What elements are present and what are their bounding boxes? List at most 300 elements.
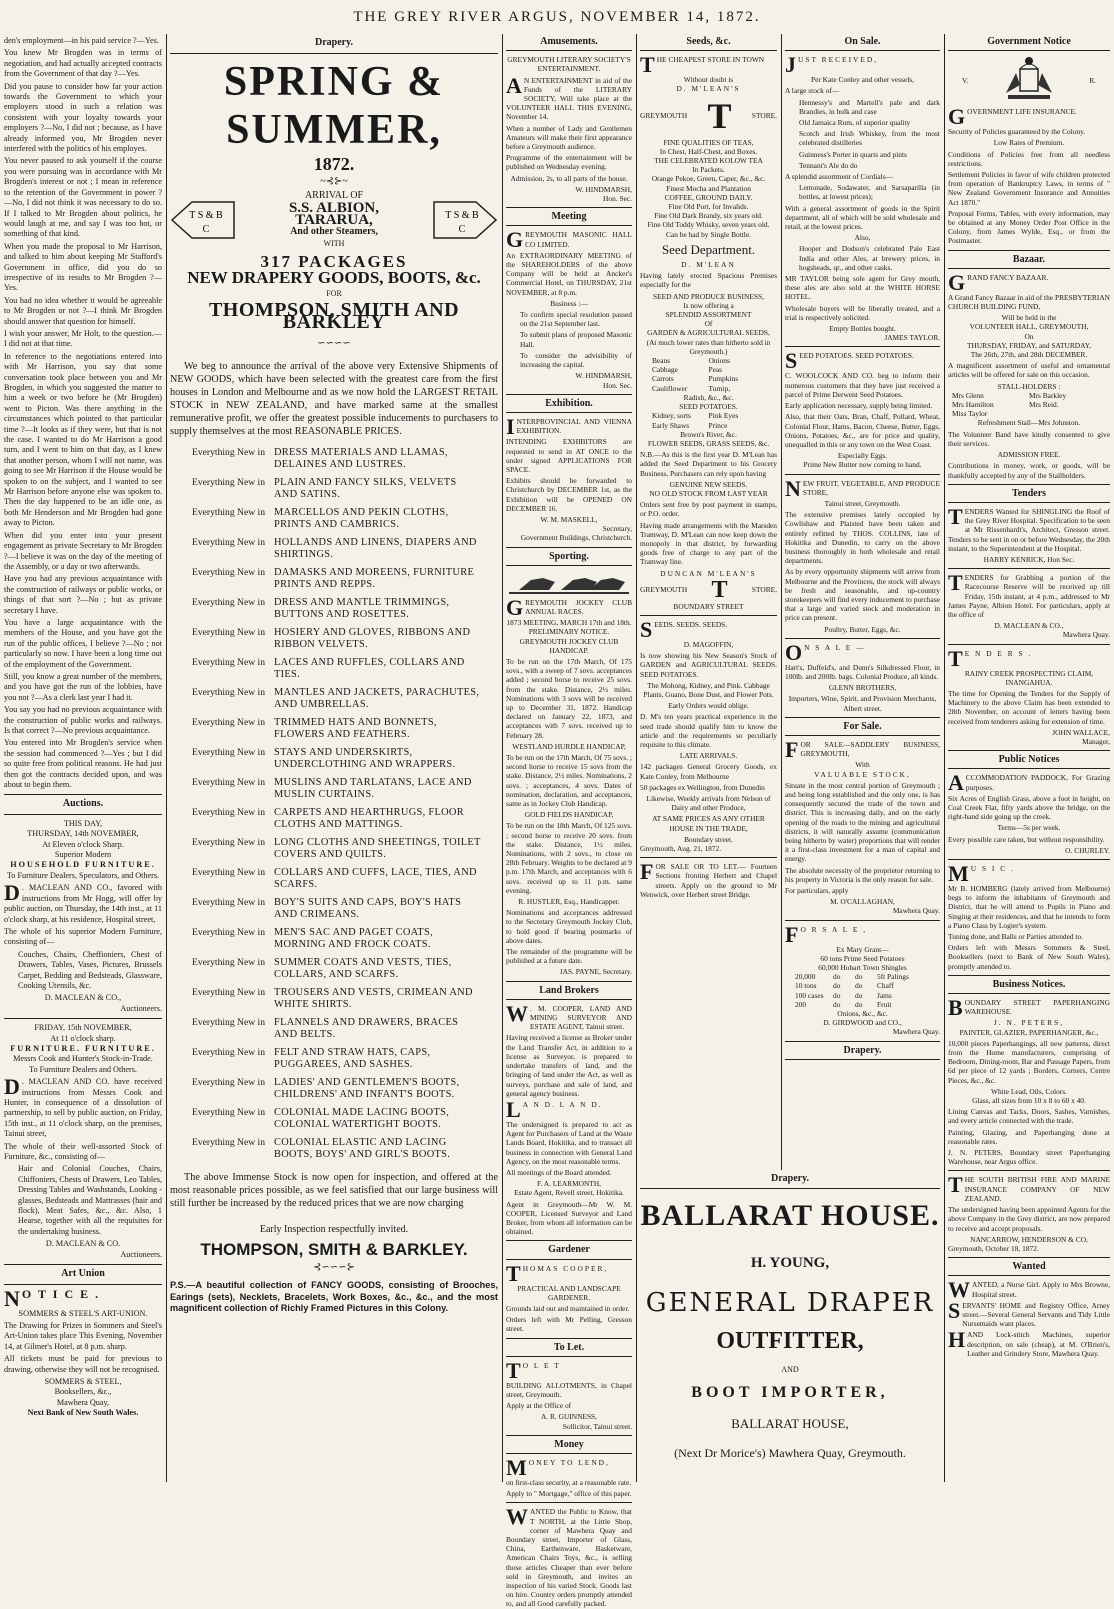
signature: JAS. PAYNE, Secretary. xyxy=(559,967,632,977)
stallholder-name: Mrs Hamilton xyxy=(952,400,994,410)
goods-list-item xyxy=(192,657,482,681)
notice-body: Security of Policies guaranteed by the Colony. xyxy=(948,127,1086,137)
everything-new-label: Everything New in xyxy=(192,1137,266,1148)
potato-item: Early Shaws xyxy=(652,420,690,430)
column-rule xyxy=(166,34,167,1482)
stock-table xyxy=(785,972,940,1009)
everything-new-label: Everything New in xyxy=(192,567,266,578)
ship-name: TARARUA, xyxy=(295,212,373,228)
auction-body: . MACLEAN AND CO. have received instructions from Messrs Cook and Hunter, in consequence of a dissolution of partnership, to sell by public auction, on Friday, 15th inst., at 11 o'clock sharp, on the premises, Tainui street, xyxy=(4,1077,162,1139)
signature: Mawhera Quay. xyxy=(892,1027,940,1037)
auction-date: FRIDAY, 15th NOVEMBER, xyxy=(34,1023,132,1033)
drop-cap: G xyxy=(948,104,966,130)
vegetable-list xyxy=(640,356,777,393)
notice-body: Hart's, Duffeld's, and Dunn's Silkdressed Flour, in 100lb. and 200lb. bags. Colonial Produce, all kinds. xyxy=(785,662,940,681)
column-rule xyxy=(502,34,503,1482)
broker-body: The undersigned is prepared to act as Agent for Purchasers of Land at the Waste Lands Board, Hokitika, and to transact all business in connection with General Land Agency, on the most reasonable terms. xyxy=(506,1119,632,1166)
testimony-paragraph: You never paused to ask yourself if the course you were pursuing was in accordance with Mr Brogden's interest or not ; I mean in reference to the retention of the Government in power ?—No, I did not think it was necessary to do so. If I talked to Mr Brogden about politics, he would laugh at me, and say I was too hot, or something of that kind. xyxy=(4,156,162,239)
meeting-body: To submit plans of proposed Masonic Hall. xyxy=(520,330,632,349)
seed-line: Of xyxy=(704,319,713,329)
auction-body: The whole of his superior Modern Furniture, consisting of— xyxy=(4,926,162,947)
notice-line: Tainui street, Greymouth. xyxy=(824,498,901,508)
drop-cap: T xyxy=(948,570,963,596)
tender-body: The time for Opening the Tenders for the Supply of Machinery to the above Claim has been extended to 28th November, on account of letters having been received from tenderers asking for extension of time. xyxy=(948,688,1110,726)
stock-cell: Chaff xyxy=(877,981,894,991)
notice-line: 60 tons Prime Seed Potatoes xyxy=(820,953,905,963)
everything-new-label: Everything New in xyxy=(192,1017,266,1028)
store-town: GREYMOUTH xyxy=(640,585,688,595)
everything-new-label: Everything New in xyxy=(192,897,266,908)
notice-line: Greymouth, October 18, 1872. xyxy=(948,1243,1039,1253)
government-notice-heading: Government Notice xyxy=(987,36,1071,47)
everything-new-label: Everything New in xyxy=(192,807,266,818)
ornament: ~⊰⊱~ xyxy=(320,176,348,187)
drop-cap: T xyxy=(948,503,963,529)
signature: D. MACLEAN & CO., xyxy=(994,621,1064,631)
for-sale-heading: For Sale. xyxy=(843,720,882,732)
notice-line: Also, xyxy=(854,233,871,243)
drop-cap: S xyxy=(785,348,798,374)
notice-body: Orders left with Messrs Sommers & Steel, Booksellers (next to Bank of New South Wales), promptly attended to. xyxy=(948,943,1110,971)
everything-new-label: Everything New in xyxy=(192,597,266,608)
auction-body: The whole of their well-assorted Stock of Furniture, &c., consisting of— xyxy=(4,1141,162,1162)
everything-new-label: Everything New in xyxy=(192,447,266,458)
notice-title: UST RECEIVED, xyxy=(798,55,879,65)
store-line: THE CELEBRATED KOLOW TEA xyxy=(654,156,763,166)
signature: A. R. GUINNESS, xyxy=(540,1412,598,1422)
drop-cap: N xyxy=(4,1285,20,1311)
notice-body: With a general assortment of goods in the Spirit department, all of which will be sold wholesale and retail, at the lowest prices. xyxy=(785,203,940,232)
royal-cipher-v: V. xyxy=(962,75,969,85)
goods-item-text: TRIMMED HATS AND BONNETS, FLOWERS AND FEATHERS. xyxy=(274,717,437,740)
notice-line: On xyxy=(1024,331,1034,341)
notice-line: Prime New Butter now coming to hand. xyxy=(803,460,922,470)
stallholder-list xyxy=(948,391,1110,419)
stamp-letter: C xyxy=(458,224,466,235)
signature: Mawhera Quay. xyxy=(892,906,940,916)
goods-list-item xyxy=(192,1077,482,1101)
signature: M. O'CALLAGHAN, xyxy=(830,897,895,907)
goods-list-item xyxy=(192,807,482,831)
drop-cap: D xyxy=(4,880,20,906)
stock-cell: 10 tons xyxy=(795,981,817,991)
column-rule xyxy=(636,34,637,1482)
notice-title: RAND FANCY BAZAAR. xyxy=(967,272,1049,282)
event-body: N ENTERTAINMENT in aid of the Funds of the LITERARY SOCIETY, Will take place at the VOLUNTEER HALL THIS EVENING, November 14. xyxy=(506,75,632,122)
broker-body: All meetings of the Board attended. xyxy=(506,1167,612,1177)
sport-title: REYMOUTH JOCKEY CLUB ANNUAL RACES. xyxy=(525,597,632,616)
race-body: The remainder of the programme will be published at a future date. xyxy=(506,947,632,966)
signature: F. A. LEARMONTH, xyxy=(536,1179,602,1189)
notice-line: Especially Eggs. xyxy=(837,451,888,461)
wanted-heading: Wanted xyxy=(1012,1261,1046,1273)
goods-list-item xyxy=(192,537,482,561)
notice-line: VALUABLE STOCK, xyxy=(814,769,911,779)
ballarat-house-ad xyxy=(640,1170,940,1482)
notice-body: Six Acres of English Grass, above a foot in height, on Coal Creek Flat, fifty yards above the bridge, on the right-hand side going up the creek. xyxy=(948,793,1110,822)
stock-cell: do xyxy=(833,999,841,1009)
drapery-heading: Drapery. xyxy=(843,1044,882,1056)
testimony-paragraph: You have a large acquaintance with the members of the House, and you have got the run of the public offices, I believe ?—No ; not particularly so now. I have been a long time out of the employment of the Government. xyxy=(4,617,162,669)
store-address: BOUNDARY STREET xyxy=(673,601,744,611)
testimony-paragraph: Still, you know a great number of the members, and you have got the run of the lobbies, have you not ?—As a clerk last year I had it. xyxy=(4,671,162,702)
gardener-body: Grounds laid out and maintained in order. xyxy=(506,1303,630,1313)
vegetable-item: Onions xyxy=(708,356,730,366)
store-line: Can be had by Single Bottle. xyxy=(666,229,751,239)
stallholder-name: Mrs Glenn xyxy=(952,390,984,400)
store-line: In Packets. xyxy=(692,165,725,175)
notice-body: Old Jamaica Rum, of superior quality xyxy=(799,118,911,128)
everything-new-label: Everything New in xyxy=(192,777,266,788)
signature: Hon. Sec. xyxy=(603,194,632,204)
stock-cell: do xyxy=(855,990,863,1000)
seeds-body: D. M's ten years practical experience in the seed trade should qualify him to know the article and the requirements so peculiarly requisite to this climate. xyxy=(640,712,777,749)
on-sale-heading: On Sale. xyxy=(844,36,881,47)
drop-cap: G xyxy=(506,594,524,620)
stamp-letter: C xyxy=(202,224,210,235)
to-let-body: BUILDING ALLOTMENTS, in Chapel street, Greymouth. xyxy=(506,1380,632,1399)
stock-cell: Jams xyxy=(877,990,892,1000)
everything-new-label: Everything New in xyxy=(192,717,266,728)
goods-item-text: COLLARS AND CUFFS, LACE, TIES, AND SCARFS. xyxy=(274,867,477,890)
ornament: ⊰∽∽∽⊱ xyxy=(313,1262,355,1273)
column-3 xyxy=(506,34,632,1609)
drop-cap: T xyxy=(948,645,963,671)
everything-new-label: Everything New in xyxy=(192,507,266,518)
gardener-heading: Gardener xyxy=(548,1244,590,1256)
notice-line: Per Kate Conley and other vessels, xyxy=(810,75,915,85)
potato-item: Kidney, sorts xyxy=(652,411,691,421)
notice-body: Wholesale buyers will be liberally treated, and a trial is respectively solicited. xyxy=(785,303,940,322)
everything-new-label: Everything New in xyxy=(192,477,266,488)
signature: O. CHURLEY. xyxy=(1065,845,1110,855)
signature: Hon. Sec. xyxy=(603,380,632,390)
notice-line: PAINTER, GLAZIER, PAPERHANGER, &c., xyxy=(959,1027,1099,1037)
drop-cap: G xyxy=(506,227,524,253)
drop-cap: L xyxy=(506,1096,521,1122)
goods-item-text: FELT AND STRAW HATS, CAPS, PUGGAREES, AND SASHES. xyxy=(274,1047,431,1070)
seed-line: Is now offering a xyxy=(683,300,734,310)
vegetable-item: Cabbage xyxy=(652,365,678,375)
notice-title: CCOMMODATION PADDOCK, For Grazing purposes. xyxy=(965,773,1110,792)
to-let-title: O L E T xyxy=(522,1360,561,1370)
wanted-body: ERVANTS' HOME and Registry Office, Arney street.—Several General Servants and Tidy Little Nursemaids want places. xyxy=(962,1300,1110,1329)
drop-cap: T xyxy=(948,1172,963,1198)
seeds-heading: Seeds, &c. xyxy=(686,36,731,47)
testimony-text xyxy=(4,36,162,790)
address-line: (Next Dr Morice's) Mawhera Quay, Greymouth. xyxy=(674,1446,906,1460)
notice-body: Hooper and Dodson's celebrated Pale East India and other Ales, at brewery prices, in hogsheads, qr., and other casks. xyxy=(799,244,940,272)
signature: SOMMERS & STEEL, xyxy=(44,1376,122,1386)
ballarat-house-line: BALLARAT HOUSE, xyxy=(731,1416,849,1431)
stock-cell: do xyxy=(855,981,863,991)
business-notices-heading: Business Notices. xyxy=(992,978,1066,990)
signature: JOHN WALLACE, xyxy=(1052,727,1110,737)
signature: NANCARROW, HENDERSON & CO, xyxy=(970,1234,1088,1244)
signature: Booksellers, &c., xyxy=(54,1387,112,1397)
event-body: Admission, 2s, to all parts of the house. xyxy=(510,173,628,183)
racehorse-icon xyxy=(509,570,629,596)
goods-list-item xyxy=(192,1107,482,1131)
general-draper: GENERAL DRAPER xyxy=(645,1288,935,1318)
goods-list-item xyxy=(192,957,482,981)
everything-new-label: Everything New in xyxy=(192,627,266,638)
seed-line: Brown's River, &c. xyxy=(680,429,737,439)
stallholder-name: Mrs Reid. xyxy=(1029,400,1059,410)
event-body: When a number of Lady and Gentlemen Amateurs will make their first appearance before a Greymouth audience. xyxy=(506,123,632,152)
vegetable-item: Peas xyxy=(708,365,723,375)
drop-cap: O xyxy=(785,639,803,665)
signature: Manager, xyxy=(1082,736,1110,746)
gardener-body: Orders left with Mr Pelling, Gresson street. xyxy=(506,1315,632,1334)
testimony-paragraph: In reference to the negotiations entered into with Mr Harrison, you say that some conversation took place between you and Mr Brogden, in which you suggested the matter to him a week or two before he (Mr Brogden) went to Picton. Was there anything in the circumstances which pointed to that particular time ?—It looks as if they were, but that is not the case. I wanted to do Mr Harrison a good turn, and I went to him on that day, as I knew that another person, whom I will not name, was going to see Mr Harrison if the House would be spoken to on the subject, and I wanted to see Mr Harrison before anyone else was spoken to. Then the day happened to be an idle one, as both Mr Henderson and Mr Brogden had gone away to Picton. xyxy=(4,351,162,528)
auction-signature: Auctioneers. xyxy=(120,1003,162,1013)
masthead: THE GREY RIVER ARGUS, NOVEMBER 14, 1872. xyxy=(353,9,761,25)
stock-cell: 200 xyxy=(795,999,807,1009)
store-line: Finest Mocha and Plantation xyxy=(666,183,751,193)
auction-to: To Furniture Dealers, Speculators, and Others. xyxy=(6,870,160,880)
notice-body: The extensive premises lately occupied by Cowlishaw and Plaisted have been taken and entirely refitted by THOS. COLLINS, late of Hokitika and Dunedin, to carry on the above business thoroughly in both wholesale and retail departments. xyxy=(785,510,940,566)
goods-list-item xyxy=(192,927,482,951)
goods-item-text: DRESS AND MANTLE TRIMMINGS, BUTTONS AND ROSETTES. xyxy=(274,597,450,620)
sport-notice: PRELIMINARY NOTICE. xyxy=(528,627,610,637)
store-line: Fine Old Toddy Whisky, seven years old. xyxy=(647,220,770,230)
tender-body: ENDERS Wanted for SHINGLING the Roof of the Grey River Hospital. Specification to be seen at Mr Rissenhardt's, Architect, Gresson street. Tenders to be sent in on or before Wednesday, the 20th instant, to the Superintendent at the Hospital. xyxy=(948,506,1110,553)
goods-item-text: HOLLANDS AND LINENS, DIAPERS AND SHIRTINGS. xyxy=(274,537,477,560)
meeting-heading: Meeting xyxy=(551,211,587,223)
seeds-body: AT SAME PRICES AS ANY OTHER HOUSE IN THE TRADE, xyxy=(652,814,765,833)
goods-item-text: STAYS AND UNDERSKIRTS, UNDERCLOTHING AND WRAPPERS. xyxy=(274,747,456,770)
drapery-heading: Drapery. xyxy=(314,37,354,48)
auction-title: FURNITURE. FURNITURE. xyxy=(10,1043,156,1053)
testimony-paragraph: You say you had no previous acquaintance with the construction of public works and railways. Is that correct ?—No previous acquaintance. xyxy=(4,705,162,735)
drop-cap: M xyxy=(948,861,969,886)
drop-cap: W xyxy=(506,1000,528,1026)
notice-body: C. WOOLCOCK AND CO. beg to inform their numerous customers that they have just received a parcel of Prime Derwent Seed Potatoes. xyxy=(785,371,940,399)
signature: D. GIRDWOOD and CO., xyxy=(823,1018,902,1028)
testimony-paragraph: You entered into Mr Brogden's service when the session had commenced ?—Yes ; but I did so quite free from political reasons. He had just then got the contracts decided upon, and was about to begin them. xyxy=(4,738,162,790)
broker-body: Having received a license as Broker under the Land Transfer Act, in addition to a license as Surveyor, is prepared to undertake transfers of land, and the bringing of land under the Act, as well as surveys, purchase and sale of land, and general agency business. xyxy=(506,1033,632,1098)
year: 1872. xyxy=(313,154,355,174)
vegetable-item: Pumpkins xyxy=(708,374,739,384)
signature: Mawhera Quay. xyxy=(1062,630,1110,640)
seed-line: SPLENDID ASSORTMENT xyxy=(665,310,752,320)
race-body: To be run on the 17th March, Of 175 sovs., with a sweep of 7 sovs. acceptances added ; second horse to receive 25 sovs. from the stake. Distance, 2½ miles. Nominations with 3 sovs will be received up to December 31, 1872. Handicap declared on January 22, 1873, and acceptances with 7 sovs. received up to February 28. xyxy=(506,656,632,740)
notice-body: Also, that their Oats, Bran, Chaff, Pollard, Wheat, Colonial Flour, Hams, Bacon, Cheese, Butter, Eggs, Onions, Potatoes, &c., are for price and quality, unequalled in this or any town on the West Coast. xyxy=(785,412,940,449)
store-line: In Chest, Half-Chest, and Boxes. xyxy=(659,146,758,156)
potato-list xyxy=(640,411,777,429)
notice-title: O R S A L E , xyxy=(800,924,868,934)
notice-body: Early application necessary, supply being limited. xyxy=(785,401,933,411)
drop-cap: J xyxy=(785,52,796,78)
broker-title: . M. COOPER, LAND AND MINING SURVEYOR AND ESTATE AGENT, Tainui street. xyxy=(530,1003,632,1032)
goods-item-text: PLAIN AND FANCY SILKS, VELVETS AND SATINS. xyxy=(274,477,457,500)
testimony-paragraph: Did you pause to consider how far your action towards the Government to which your employers stood in such a relation was consistent with your loyalty towards your employers ?—No, I did not ; because, as I have already informed you, Mr Brogden never interfered with the politics of his employes. xyxy=(4,81,162,154)
seed-line: (At much lower rates than hitherto sold in Greymouth.) xyxy=(646,337,771,356)
auction-signature: Auctioneers. xyxy=(120,1249,162,1259)
amusements-heading: Amusements. xyxy=(540,36,598,47)
signature: HARRY KENRICK, Hon Sec. xyxy=(983,554,1075,564)
notice-body: Lining Canvas and Tacks, Doors, Sashes, Varnishes, and every article connected with the trade. xyxy=(948,1107,1110,1126)
ornament: ∽∽∽∽ xyxy=(317,338,351,349)
exhibition-title: NTERPROVINCIAL AND VIENNA EXHIBITION. xyxy=(516,416,632,436)
notice-body: Painting, Glazing, and Paperhanging done at reasonable rates. xyxy=(948,1127,1110,1146)
signature: Next Bank of New South Wales. xyxy=(27,1408,139,1418)
stock-cell: do xyxy=(833,972,841,982)
drop-cap: S xyxy=(640,616,653,642)
notice-line: Terms—5s per week. xyxy=(997,823,1061,833)
auction-signature: D. MACLEAN & CO., xyxy=(44,993,122,1003)
notice-body: A magnificent assortment of useful and ornamental articles will be offered for sale on this occasion. xyxy=(948,361,1110,380)
notice-body: Hennessy's and Martell's pale and dark Brandies, in bulk and case xyxy=(799,97,940,116)
art-union-body: All tickets must be paid for previous to drawing, otherwise they will not be recognised. xyxy=(4,1354,162,1374)
testimony-paragraph: You knew Mr Brogden was in terms of negotiation, and had actually accepted contracts from the Government of that day ?—Yes. xyxy=(4,48,162,79)
land-brokers-heading: Land Brokers xyxy=(539,984,599,996)
firm-name: THOMPSON, SMITH & BARKLEY. xyxy=(200,1240,468,1259)
vegetable-item: Beans xyxy=(652,356,671,366)
notice-line: Empty Bottles bought. xyxy=(829,324,896,334)
notice-body: Tennant's Ale do do xyxy=(799,160,858,170)
stamp-text: T S & B xyxy=(445,210,479,221)
and-label: AND xyxy=(781,1365,799,1374)
signature: W. HINDMARSH, xyxy=(575,371,632,381)
drop-cap: T xyxy=(506,1260,521,1286)
signature: W. M. MASKELL, xyxy=(540,514,598,524)
testimony-paragraph: You had no idea whether it would be agreeable to Mr Brogden or not ?—I think Mr Brogden should answer that question for himself. xyxy=(4,295,162,326)
notice-body: Tuning done, and Balls or Parties attended to. xyxy=(948,932,1084,942)
ts-b-stamp-icon xyxy=(170,200,236,240)
notice-title: OVERNMENT LIFE INSURANCE. xyxy=(967,107,1077,117)
race-body: Nominations and acceptances addressed to the Secretary Greymouth Jockey Club, to hold good if bearing postmarks of above dates. xyxy=(506,908,632,945)
auction-time: At Eleven o'clock Sharp. xyxy=(42,839,124,849)
testimony-paragraph: When you made the proposal to Mr Harrison, and talked to him about keeping Mr Stafford's Government in office, did you do so irrespective of its results to Mr Brogden ?—Yes. xyxy=(4,241,162,293)
auction-title: HOUSEHOLD FURNITURE. xyxy=(10,860,156,870)
auction-list: Couches, Chairs, Cheffioniers, Chest of Drawers, Tables, Vases, Pictures, Brussels Carpet, Bedding and Bedsteads, Glassware, Cooking Utensils, &c. xyxy=(18,949,162,990)
notice-body: Situate in the most central portion of Greymouth ; and being long established and the only one, is has consequently secured the trade of the town and district. This is increasing daily, and on the early opening of the roads to the mining and agricultural districts, it will naturally assume (communication being hitherto by water) proportions that will render it a first-class investment for a man of capital and energy. xyxy=(785,780,940,864)
seeds-line: LATE ARRIVALS. xyxy=(679,751,738,761)
store-title: HE CHEAPEST STORE IN TOWN xyxy=(656,55,765,65)
notice-line: ADMISSION FREE. xyxy=(997,450,1061,460)
goods-list-item xyxy=(192,987,482,1011)
stamp-text: T S & B xyxy=(189,210,223,221)
goods-list-item xyxy=(192,597,482,621)
goods-list-item xyxy=(192,1047,482,1071)
goods-list-item xyxy=(192,627,482,651)
ps-text: P.S.—A beautiful collection of FANCY GOODS, consisting of Brooches, Earings (sets), Necklets, Bracelets, Work Boxes, &c., &c., and the most magnificent collection of Richly Framed Pictures in this Colony. xyxy=(170,1280,498,1313)
spring-summer-title: SPRING & SUMMER, xyxy=(223,59,445,153)
goods-item-text: LONG CLOTHS AND SHEETINGS, TOILET COVERS AND QUILTS. xyxy=(274,837,481,860)
large-letter: T xyxy=(711,576,728,603)
store-name: DUNCAN M'LEAN'S xyxy=(660,568,757,578)
goods-item-text: FLANNELS AND DRAWERS, BRACES AND BELTS. xyxy=(274,1017,459,1040)
seeds-line: Boundary street. xyxy=(684,834,733,844)
goods-list-item xyxy=(192,867,482,891)
seed-body: N.B.—As this is the first year D. M'Lean has added the Seed Department to his Grocery Business, Purchasers can rely upon having xyxy=(640,450,777,478)
stock-cell: 5ft Palings xyxy=(877,972,909,982)
goods-item-text: HOSIERY AND GLOVES, RIBBONS AND RIBBON VELVETS. xyxy=(274,627,471,650)
drop-cap: T xyxy=(506,1357,521,1383)
everything-new-label: Everything New in xyxy=(192,837,266,848)
auction-to: To Furniture Dealers and Others. xyxy=(29,1064,137,1074)
notice-line: Onions, &c., &c. xyxy=(837,1009,888,1019)
drop-cap: A xyxy=(506,72,522,98)
goods-item-text: TROUSERS AND VESTS, CRIMEAN AND WHITE SHIRTS. xyxy=(274,987,473,1010)
seed-line: SEED POTATOES. xyxy=(679,402,738,412)
drop-cap: D xyxy=(4,1074,20,1100)
notice-line: VOLUNTEER HALL, GREYMOUTH, xyxy=(969,322,1089,332)
notice-body: As by every opportunity shipments will arrive from Melbourne and the Provinces, the stock will always be fresh and seasonable, and up-country storekeepers will find every inducement to purchase that a large and varied stock and moderation in price can present. xyxy=(785,567,940,623)
with-label: WITH xyxy=(323,239,345,248)
notice-body: Every possible care taken, but without responsibility. xyxy=(948,834,1105,844)
exhibition-body: Exhibits should be forwarded to Christchurch by DECEMBER 1st, as the Exhibition will be OPENED ON DECEMBER 16. xyxy=(506,476,632,513)
meeting-body: To consider the advisibility of increasing the capital. xyxy=(520,350,632,370)
seed-body: Having lately erected Spacious Premises especially for the xyxy=(640,271,777,290)
stock-cell: 100 cases xyxy=(795,990,824,1000)
goods-list-item xyxy=(192,447,482,471)
drop-cap: M xyxy=(506,1454,527,1480)
bazaar-heading: Bazaar. xyxy=(1012,253,1046,265)
goods-list-item xyxy=(192,687,482,711)
drop-cap: G xyxy=(948,269,966,295)
merchant-name: D. MAGOFFIN, xyxy=(683,639,734,649)
ship-name: S.S. ALBION, xyxy=(288,200,380,216)
column-6 xyxy=(948,34,1110,1482)
store-line: COFFEE, GROUND DAILY. xyxy=(664,192,753,202)
notice-body: The absolute necessity of the proprietor returning to his property in Victoria is the only reason for sale. xyxy=(785,865,940,884)
closing-text: The above Immense Stock is now open for inspection, and offered at the most reasonable prices possible, as we feel satisfied that our large business will still further be increased by the reduced prices that we are now charging xyxy=(170,1172,498,1209)
column-1 xyxy=(4,34,162,1482)
notice-line: RAINY CREEK PROSPECTING CLAIM, INANGAHUA. xyxy=(964,668,1094,687)
notice-line: Will be held in the xyxy=(1001,313,1057,323)
drop-cap: T xyxy=(640,52,655,78)
notice-body: Lemonade, Sodawater, and Sarsaparilla (in bottles, at lowest prices); xyxy=(799,183,940,202)
money-body: on first-class security, at a reasonable rate. xyxy=(506,1477,632,1487)
testimony-paragraph: I wish your answer, Mr Holt, to the question.—I did not at that time. xyxy=(4,328,162,349)
potato-item: Pink Eyes xyxy=(708,411,739,421)
notice-title: U S I C . xyxy=(970,864,1015,873)
royal-coat-of-arms-icon xyxy=(998,55,1060,105)
notice-line: With xyxy=(855,760,870,770)
notice-body: The undersigned having been appointed Agents for the above Company in the Grey district, are now prepared to receive and accept proposals. xyxy=(948,1205,1110,1233)
notice-title: EED POTATOES. SEED POTATOES. xyxy=(799,351,914,361)
seed-line: Radish, &c., &c. xyxy=(683,392,734,402)
notice-body: Guinness's Porter in quarts and pints xyxy=(799,149,907,159)
meeting-body: Business :— xyxy=(550,298,588,308)
vegetable-item: Cauliflower xyxy=(652,383,688,393)
notice-body: Conditions of Policies free from all needless restrictions. xyxy=(948,149,1110,168)
everything-new-label: Everything New in xyxy=(192,687,266,698)
everything-new-label: Everything New in xyxy=(192,957,266,968)
store-line: Without doubt is xyxy=(683,75,734,85)
notice-line: THURSDAY, FRIDAY, and SATURDAY, xyxy=(966,340,1092,350)
signature: JAMES TAYLOR. xyxy=(884,333,940,343)
goods-list xyxy=(170,440,498,1161)
outfitter: OUTFITTER, xyxy=(716,1328,864,1354)
money-title: ONEY TO LEND, xyxy=(528,1457,610,1467)
arrival-label: ARRIVAL OF xyxy=(304,190,364,201)
race-title: GREYMOUTH JOCKEY CLUB HANDICAP. xyxy=(519,636,619,655)
store-label: STORE, xyxy=(751,585,777,595)
signature: GLENN BROTHERS, xyxy=(828,683,897,693)
goods-list-item xyxy=(192,747,482,771)
auction-time: At 11 o'clock sharp. xyxy=(50,1033,116,1043)
notice-body: The Volunteer Band have kindly consented to give their services. xyxy=(948,429,1110,448)
goods-item-text: MUSLINS AND TARLATANS, LACE AND MUSLIN CURTAINS. xyxy=(274,777,472,800)
race-body: To be run on the 17th March, Of 75 sovs. ; second horse to receive 15 sovs from the stake. Distance, 2½ miles. Nominations, 2 sovs. ; acceptances, 4 sovs. Dates of nomination, declaration, and acceptances, same as in Jockey Club Handicap. xyxy=(506,753,632,809)
notice-body: Settlement Policies in favor of wife children protected from operation of Bankruptcy Laws, in terms of " New Zealand Government Insurance and Annuities Act 1870." xyxy=(948,170,1110,207)
wanted-body: ANTED, a Nurse Girl. Apply to Mrs Browne, Hospital street. xyxy=(972,1280,1110,1299)
goods-item-text: LACES AND RUFFLES, COLLARS AND TIES. xyxy=(274,657,465,680)
